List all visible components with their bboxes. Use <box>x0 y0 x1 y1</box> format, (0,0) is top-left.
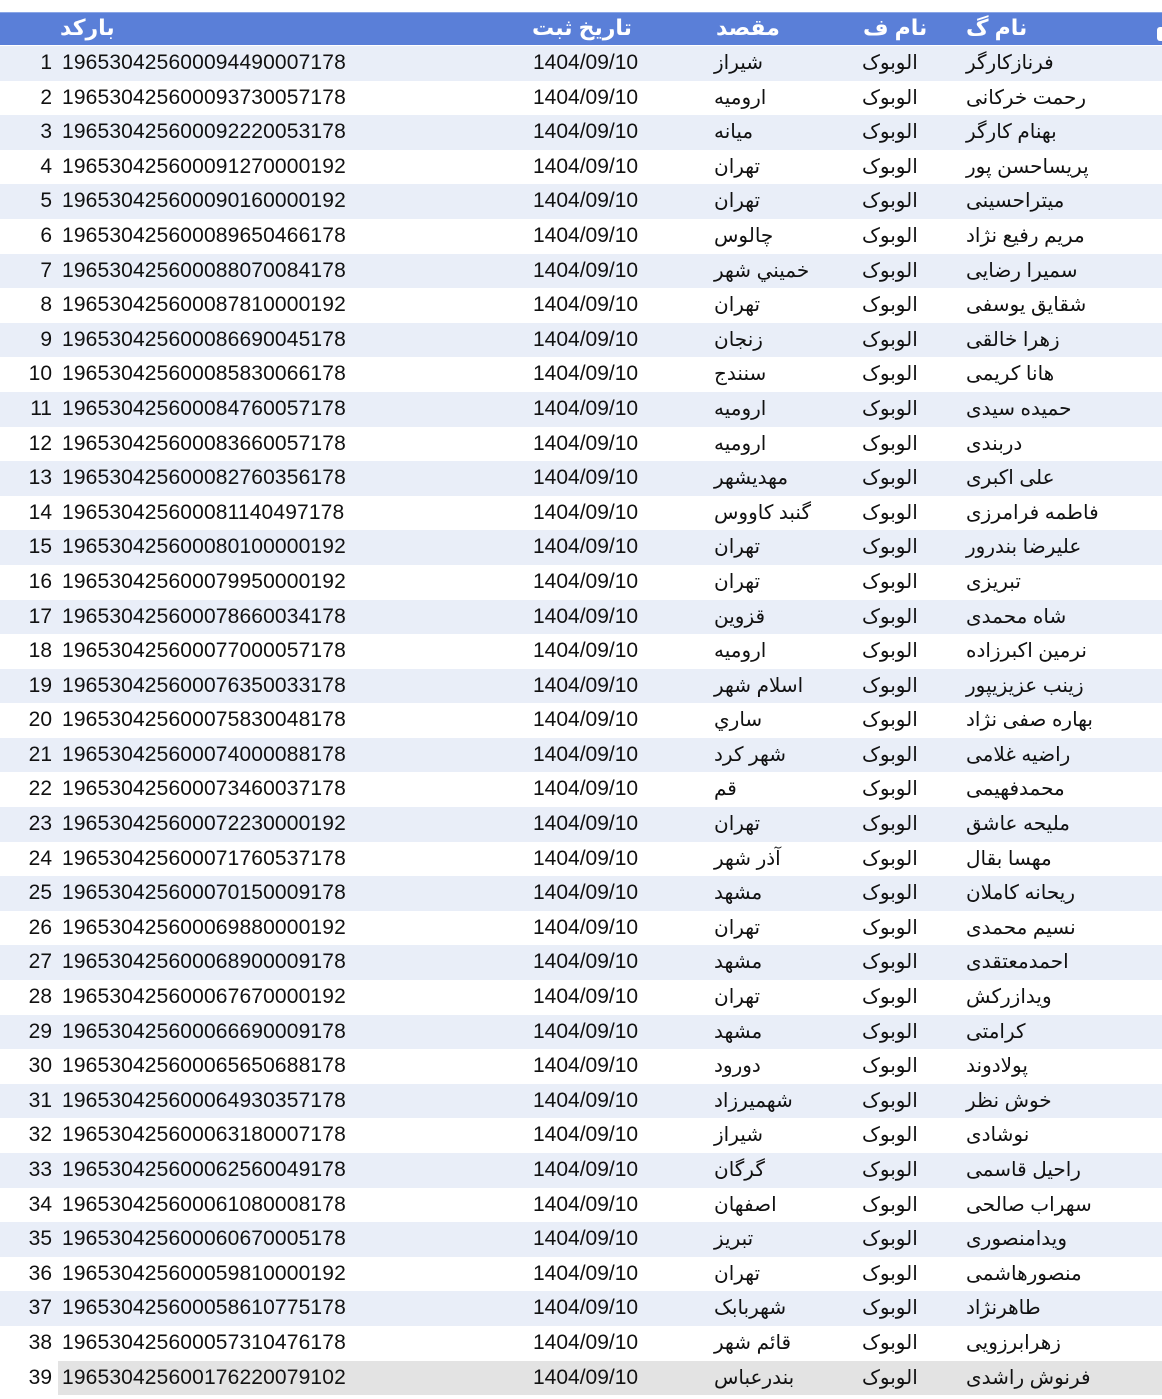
destination-cell: شیراز <box>714 1124 764 1147</box>
table-row[interactable] <box>0 219 1162 254</box>
table-row[interactable] <box>0 1291 1162 1326</box>
first-name-cell: شقایق یوسفی <box>966 294 1087 317</box>
destination-cell: تبریز <box>714 1228 754 1251</box>
first-name-cell: پریساحسن پور <box>966 155 1089 178</box>
table-row[interactable] <box>0 461 1162 496</box>
first-name-cell: بهنام کارگر <box>966 121 1057 144</box>
last-name-cell: الوبوک <box>862 328 918 351</box>
destination-cell: مشهد <box>714 951 763 974</box>
row-number: 24 <box>28 846 52 870</box>
row-number: 38 <box>28 1330 52 1354</box>
row-number: 39 <box>28 1365 52 1389</box>
row-number: 16 <box>28 569 52 593</box>
barcode-cell: 196530425600058610775178 <box>62 1296 346 1320</box>
row-number: 18 <box>28 639 52 663</box>
date-cell: 1404/09/10 <box>533 1365 639 1389</box>
barcode-cell: 196530425600081140497178 <box>62 500 345 524</box>
table-row[interactable] <box>0 600 1162 635</box>
first-name-cell: راضیه غلامی <box>966 743 1071 766</box>
row-number: 8 <box>40 293 52 317</box>
first-name-cell: ملیحه عاشق <box>966 813 1071 836</box>
last-name-cell: الوبوک <box>862 1159 918 1181</box>
destination-cell: میانه <box>714 121 754 144</box>
barcode-cell: 196530425600077000057178 <box>62 639 346 663</box>
first-name-cell: رحمت خرکانی <box>966 86 1087 109</box>
table-row[interactable] <box>0 1188 1162 1223</box>
destination-cell: ساري <box>714 709 763 732</box>
first-name-cell: نوشادی <box>966 1124 1030 1147</box>
header-first-name[interactable]: نام گ <box>966 15 1028 40</box>
destination-cell: قزوین <box>714 605 766 628</box>
last-name-cell: الوبوک <box>862 536 918 559</box>
date-cell: 1404/09/10 <box>533 362 639 386</box>
barcode-cell: 196530425600086690045178 <box>62 327 346 351</box>
destination-cell: تهران <box>714 570 761 593</box>
last-name-cell: الوبوک <box>862 1331 918 1354</box>
barcode-cell: 196530425600065650688178 <box>62 1054 346 1078</box>
date-cell: 1404/09/10 <box>533 535 639 559</box>
table-row[interactable] <box>0 427 1162 462</box>
barcode-cell: 196530425600074000088178 <box>62 742 346 766</box>
date-cell: 1404/09/10 <box>533 569 639 593</box>
date-cell: 1404/09/10 <box>533 846 639 870</box>
first-name-cell: پولادوند <box>966 1055 1028 1078</box>
header-destination[interactable]: مقصد <box>716 15 780 40</box>
destination-cell: دورود <box>714 1055 761 1078</box>
last-name-cell: الوبوک <box>862 1228 918 1251</box>
barcode-cell: 196530425600094490007178 <box>62 51 346 74</box>
date-cell: 1404/09/10 <box>533 777 639 801</box>
table-row[interactable] <box>0 150 1162 185</box>
last-name-cell: الوبوک <box>862 986 918 1009</box>
row-number: 1 <box>40 51 52 74</box>
first-name-cell: دربندی <box>966 432 1023 455</box>
last-name-cell: الوبوک <box>862 1055 918 1078</box>
table-row[interactable] <box>0 530 1162 565</box>
destination-cell: زنجان <box>714 328 763 351</box>
table-row[interactable] <box>0 703 1162 738</box>
date-cell: 1404/09/10 <box>533 396 639 420</box>
date-cell: 1404/09/10 <box>533 223 639 247</box>
last-name-cell: الوبوک <box>862 1124 918 1147</box>
last-name-cell: الوبوک <box>862 1366 918 1389</box>
row-number: 5 <box>40 189 52 213</box>
row-number: 36 <box>28 1261 52 1285</box>
row-number: 12 <box>28 431 52 455</box>
row-number: 10 <box>28 362 52 386</box>
last-name-cell: الوبوک <box>862 916 918 939</box>
row-number: 3 <box>40 120 52 144</box>
table-row[interactable] <box>0 945 1162 980</box>
last-name-cell: الوبوک <box>862 501 918 524</box>
table-row[interactable] <box>0 669 1162 704</box>
last-name-cell: الوبوک <box>862 640 918 663</box>
first-name-cell: بهاره صفی نژاد <box>966 709 1093 732</box>
last-name-cell: الوبوک <box>862 813 918 836</box>
date-cell: 1404/09/10 <box>533 189 639 213</box>
row-number: 34 <box>28 1192 52 1216</box>
first-name-cell: فرنازکارگر <box>966 52 1054 74</box>
row-number: 33 <box>28 1158 52 1181</box>
last-name-cell: الوبوک <box>862 121 918 144</box>
destination-cell: ارومیه <box>714 432 767 455</box>
barcode-cell: 196530425600078660034178 <box>62 604 346 628</box>
row-number: 2 <box>40 85 52 109</box>
row-number: 7 <box>40 258 52 282</box>
barcode-cell: 196530425600083660057178 <box>62 431 346 455</box>
table-row[interactable] <box>0 46 1162 81</box>
last-name-cell: الوبوک <box>862 397 918 420</box>
table-row[interactable] <box>0 1084 1162 1119</box>
date-cell: 1404/09/10 <box>533 812 639 836</box>
row-number: 15 <box>28 535 52 559</box>
destination-cell: اصفهان <box>714 1193 777 1216</box>
date-cell: 1404/09/10 <box>533 120 639 144</box>
last-name-cell: الوبوک <box>862 155 918 178</box>
first-name-cell: میتراحسینی <box>966 190 1065 213</box>
last-name-cell: الوبوک <box>862 709 918 732</box>
destination-cell: مشهد <box>714 882 763 905</box>
table-row[interactable] <box>0 1361 1162 1396</box>
destination-cell: اسلام شهر <box>714 674 804 697</box>
last-name-cell: الوبوک <box>862 52 918 74</box>
table-row[interactable] <box>0 807 1162 842</box>
date-cell: 1404/09/10 <box>533 466 639 490</box>
table-row[interactable] <box>0 980 1162 1015</box>
barcode-cell: 196530425600076350033178 <box>62 673 346 697</box>
date-cell: 1404/09/10 <box>533 51 639 74</box>
table-row[interactable] <box>0 842 1162 877</box>
date-cell: 1404/09/10 <box>533 154 639 178</box>
date-cell: 1404/09/10 <box>533 915 639 939</box>
first-name-cell: منصورهاشمی <box>966 1262 1082 1285</box>
barcode-cell: 196530425600064930357178 <box>62 1088 346 1112</box>
table-row[interactable] <box>0 81 1162 116</box>
row-number: 31 <box>28 1088 52 1112</box>
destination-cell: تهران <box>714 813 761 836</box>
date-cell: 1404/09/10 <box>533 1227 639 1251</box>
row-number: 35 <box>28 1227 52 1251</box>
first-name-cell: فاطمه فرامرزی <box>966 501 1099 524</box>
barcode-cell: 196530425600060670005178 <box>62 1227 346 1251</box>
table-row[interactable] <box>0 565 1162 600</box>
destination-cell: سنندج <box>714 363 767 386</box>
first-name-cell: مهسا بقال <box>966 847 1052 870</box>
table-row[interactable] <box>0 1222 1162 1257</box>
first-name-cell: تبریزی <box>966 570 1021 593</box>
last-name-cell: الوبوک <box>862 1262 918 1285</box>
row-number: 20 <box>28 708 52 732</box>
destination-cell: خميني شهر <box>714 259 810 282</box>
row-number: 27 <box>28 950 52 974</box>
last-name-cell: الوبوک <box>862 847 918 870</box>
row-number: 23 <box>28 812 52 836</box>
table-row[interactable] <box>0 323 1162 358</box>
destination-cell: تهران <box>714 916 761 939</box>
barcode-cell: 196530425600072230000192 <box>62 812 346 836</box>
date-cell: 1404/09/10 <box>533 327 639 351</box>
destination-cell: تهران <box>714 1262 761 1285</box>
destination-cell: شهربابک <box>714 1297 787 1320</box>
table-row[interactable] <box>0 1118 1162 1153</box>
barcode-cell: 196530425600088070084178 <box>62 258 346 282</box>
table-row[interactable] <box>0 115 1162 150</box>
first-name-cell: سهراب صالحی <box>966 1193 1092 1216</box>
barcode-cell: 196530425600176220079102 <box>62 1365 346 1389</box>
table-row[interactable] <box>0 911 1162 946</box>
barcode-cell: 196530425600059810000192 <box>62 1261 346 1285</box>
destination-cell: مهدیشهر <box>714 467 789 490</box>
row-number: 13 <box>28 466 52 490</box>
date-cell: 1404/09/10 <box>533 1192 639 1216</box>
date-cell: 1404/09/10 <box>533 604 639 628</box>
last-name-cell: الوبوک <box>862 363 918 386</box>
barcode-cell: 196530425600085830066178 <box>62 362 346 386</box>
last-name-cell: الوبوک <box>862 1089 918 1112</box>
first-name-cell: مریم رفیع نژاد <box>966 224 1085 247</box>
destination-cell: تهران <box>714 536 761 559</box>
last-name-cell: الوبوک <box>862 743 918 766</box>
table-body <box>0 46 1162 1395</box>
destination-cell: شهمیرزاد <box>714 1089 793 1112</box>
row-number: 37 <box>28 1296 52 1320</box>
table-row[interactable] <box>0 1015 1162 1050</box>
barcode-cell: 196530425600063180007178 <box>62 1123 346 1147</box>
first-name-cell: علی اکبری <box>966 467 1055 490</box>
first-name-cell: کرامتی <box>966 1020 1026 1043</box>
destination-cell: شهر کرد <box>714 743 787 766</box>
destination-cell: مشهد <box>714 1020 763 1043</box>
date-cell: 1404/09/10 <box>533 1296 639 1320</box>
row-number: 9 <box>40 327 52 351</box>
date-cell: 1404/09/10 <box>533 431 639 455</box>
table-row[interactable] <box>0 184 1162 219</box>
row-number: 25 <box>28 881 52 905</box>
table-row[interactable] <box>0 1153 1162 1188</box>
barcode-cell: 196530425600073460037178 <box>62 777 346 801</box>
first-name-cell: ویدامنصوری <box>966 1228 1068 1251</box>
last-name-cell: الوبوک <box>862 778 918 801</box>
row-number: 30 <box>28 1054 52 1078</box>
first-name-cell: نرمین اکبرزاده <box>966 640 1087 663</box>
date-cell: 1404/09/10 <box>533 500 639 524</box>
barcode-cell: 196530425600068900009178 <box>62 950 346 974</box>
table-row[interactable] <box>0 1049 1162 1084</box>
first-name-cell: ریحانه کاملان <box>966 882 1076 905</box>
date-cell: 1404/09/10 <box>533 639 639 663</box>
last-name-cell: الوبوک <box>862 432 918 455</box>
row-number: 22 <box>28 777 52 801</box>
last-name-cell: الوبوک <box>862 1020 918 1043</box>
first-name-cell: سمیرا رضایی <box>966 259 1078 282</box>
barcode-cell: 196530425600089650466178 <box>62 223 346 247</box>
table-row[interactable] <box>0 1257 1162 1292</box>
table-row[interactable] <box>0 772 1162 807</box>
table-header <box>0 12 1162 45</box>
last-name-cell: الوبوک <box>862 259 918 282</box>
date-cell: 1404/09/10 <box>533 881 639 905</box>
barcode-cell: 196530425600080100000192 <box>62 535 346 559</box>
first-name-cell: علیرضا بندرور <box>966 536 1082 559</box>
table-row[interactable] <box>0 288 1162 323</box>
table-row[interactable] <box>0 254 1162 289</box>
barcode-cell: 196530425600062560049178 <box>62 1158 346 1181</box>
last-name-cell: الوبوک <box>862 674 918 697</box>
date-cell: 1404/09/10 <box>533 1088 639 1112</box>
destination-cell: گرگان <box>714 1159 765 1181</box>
last-name-cell: الوبوک <box>862 467 918 490</box>
table-row[interactable] <box>0 496 1162 531</box>
destination-cell: قائم شهر <box>714 1331 792 1354</box>
last-name-cell: الوبوک <box>862 190 918 213</box>
first-name-cell: راحیل قاسمی <box>966 1159 1081 1181</box>
first-name-cell: زهرابرزویی <box>966 1331 1061 1354</box>
barcode-cell: 196530425600071760537178 <box>62 846 346 870</box>
first-name-cell: هانا کریمی <box>966 363 1055 386</box>
date-cell: 1404/09/10 <box>533 708 639 732</box>
destination-cell: بندرعباس <box>714 1366 795 1389</box>
first-name-cell: زینب عزیزیپور <box>966 674 1084 697</box>
barcode-cell: 196530425600079950000192 <box>62 569 346 593</box>
table-row[interactable] <box>0 738 1162 773</box>
barcode-cell: 196530425600082760356178 <box>62 466 346 490</box>
date-cell: 1404/09/10 <box>533 1330 639 1354</box>
last-name-cell: الوبوک <box>862 605 918 628</box>
date-cell: 1404/09/10 <box>533 1019 639 1043</box>
destination-cell: ارومیه <box>714 86 767 109</box>
first-name-cell: محمدفهیمی <box>966 778 1065 801</box>
barcode-cell: 196530425600090160000192 <box>62 189 346 213</box>
row-number: 6 <box>40 223 52 247</box>
top-margin <box>0 0 1162 12</box>
row-number: 4 <box>40 154 52 178</box>
barcode-cell: 196530425600091270000192 <box>62 154 346 178</box>
last-name-cell: الوبوک <box>862 882 918 905</box>
first-name-cell: طاهرنژاد <box>966 1297 1041 1320</box>
barcode-cell: 196530425600070150009178 <box>62 881 346 905</box>
row-number: 29 <box>28 1019 52 1043</box>
last-name-cell: الوبوک <box>862 1297 918 1320</box>
barcode-cell: 196530425600067670000192 <box>62 985 346 1009</box>
first-name-cell: احمدمعتقدی <box>966 951 1069 974</box>
destination-cell: آذر شهر <box>714 847 781 870</box>
last-name-cell: الوبوک <box>862 86 918 109</box>
date-cell: 1404/09/10 <box>533 673 639 697</box>
first-name-cell: شاه محمدی <box>966 605 1067 628</box>
header-barcode[interactable]: بارکد <box>60 15 115 40</box>
header-last-name[interactable]: نام ف <box>863 15 928 40</box>
barcode-cell: 196530425600066690009178 <box>62 1019 346 1043</box>
last-name-cell: الوبوک <box>862 224 918 247</box>
row-number: 32 <box>28 1123 52 1147</box>
first-name-cell: نسیم محمدی <box>966 916 1076 939</box>
barcode-cell: 196530425600069880000192 <box>62 915 346 939</box>
barcode-cell: 196530425600092220053178 <box>62 120 346 144</box>
date-cell: 1404/09/10 <box>533 742 639 766</box>
row-number: 28 <box>28 985 52 1009</box>
date-cell: 1404/09/10 <box>533 1054 639 1078</box>
destination-cell: تهران <box>714 294 761 317</box>
row-number: 17 <box>28 604 52 628</box>
first-name-cell: ویدازرکش <box>966 986 1052 1009</box>
first-name-cell: حمیده سیدی <box>966 397 1072 420</box>
date-cell: 1404/09/10 <box>533 293 639 317</box>
barcode-cell: 196530425600084760057178 <box>62 396 346 420</box>
last-name-cell: الوبوک <box>862 294 918 317</box>
date-cell: 1404/09/10 <box>533 985 639 1009</box>
row-number: 21 <box>28 742 52 766</box>
destination-cell: تهران <box>714 155 761 178</box>
date-cell: 1404/09/10 <box>533 1261 639 1285</box>
table-row[interactable] <box>0 876 1162 911</box>
destination-cell: تهران <box>714 986 761 1009</box>
barcode-cell: 196530425600093730057178 <box>62 85 346 109</box>
row-number: 26 <box>28 915 52 939</box>
header-date[interactable]: تاریخ ثبت <box>532 15 632 40</box>
date-cell: 1404/09/10 <box>533 258 639 282</box>
destination-cell: ارومیه <box>714 640 767 663</box>
destination-cell: چالوس <box>714 224 774 247</box>
barcode-cell: 196530425600075830048178 <box>62 708 346 732</box>
date-cell: 1404/09/10 <box>533 85 639 109</box>
row-number: 11 <box>30 396 52 420</box>
barcode-cell: 196530425600057310476178 <box>62 1330 346 1354</box>
table-row[interactable] <box>0 634 1162 669</box>
last-name-cell: الوبوک <box>862 570 918 593</box>
date-cell: 1404/09/10 <box>533 1123 639 1147</box>
first-name-cell: خوش نظر <box>966 1089 1052 1112</box>
first-name-cell: زهرا خالقی <box>966 328 1060 351</box>
table-row[interactable] <box>0 357 1162 392</box>
destination-cell: قم <box>714 778 737 801</box>
first-name-cell: فرنوش راشدی <box>966 1366 1091 1389</box>
barcode-cell: 196530425600061080008178 <box>62 1192 346 1216</box>
destination-cell: ارومیه <box>714 397 767 420</box>
destination-cell: گنبد کاووس <box>714 501 811 524</box>
last-name-cell: الوبوک <box>862 1193 918 1216</box>
last-name-cell: الوبوک <box>862 951 918 974</box>
header-edge-marker <box>1157 27 1162 41</box>
date-cell: 1404/09/10 <box>533 950 639 974</box>
table-row[interactable] <box>0 1326 1162 1361</box>
destination-cell: تهران <box>714 190 761 213</box>
row-number: 19 <box>28 673 52 697</box>
barcode-cell: 196530425600087810000192 <box>62 293 346 317</box>
table-row[interactable] <box>0 392 1162 427</box>
row-number: 14 <box>28 500 52 524</box>
destination-cell: شیراز <box>714 52 764 74</box>
date-cell: 1404/09/10 <box>533 1158 639 1181</box>
